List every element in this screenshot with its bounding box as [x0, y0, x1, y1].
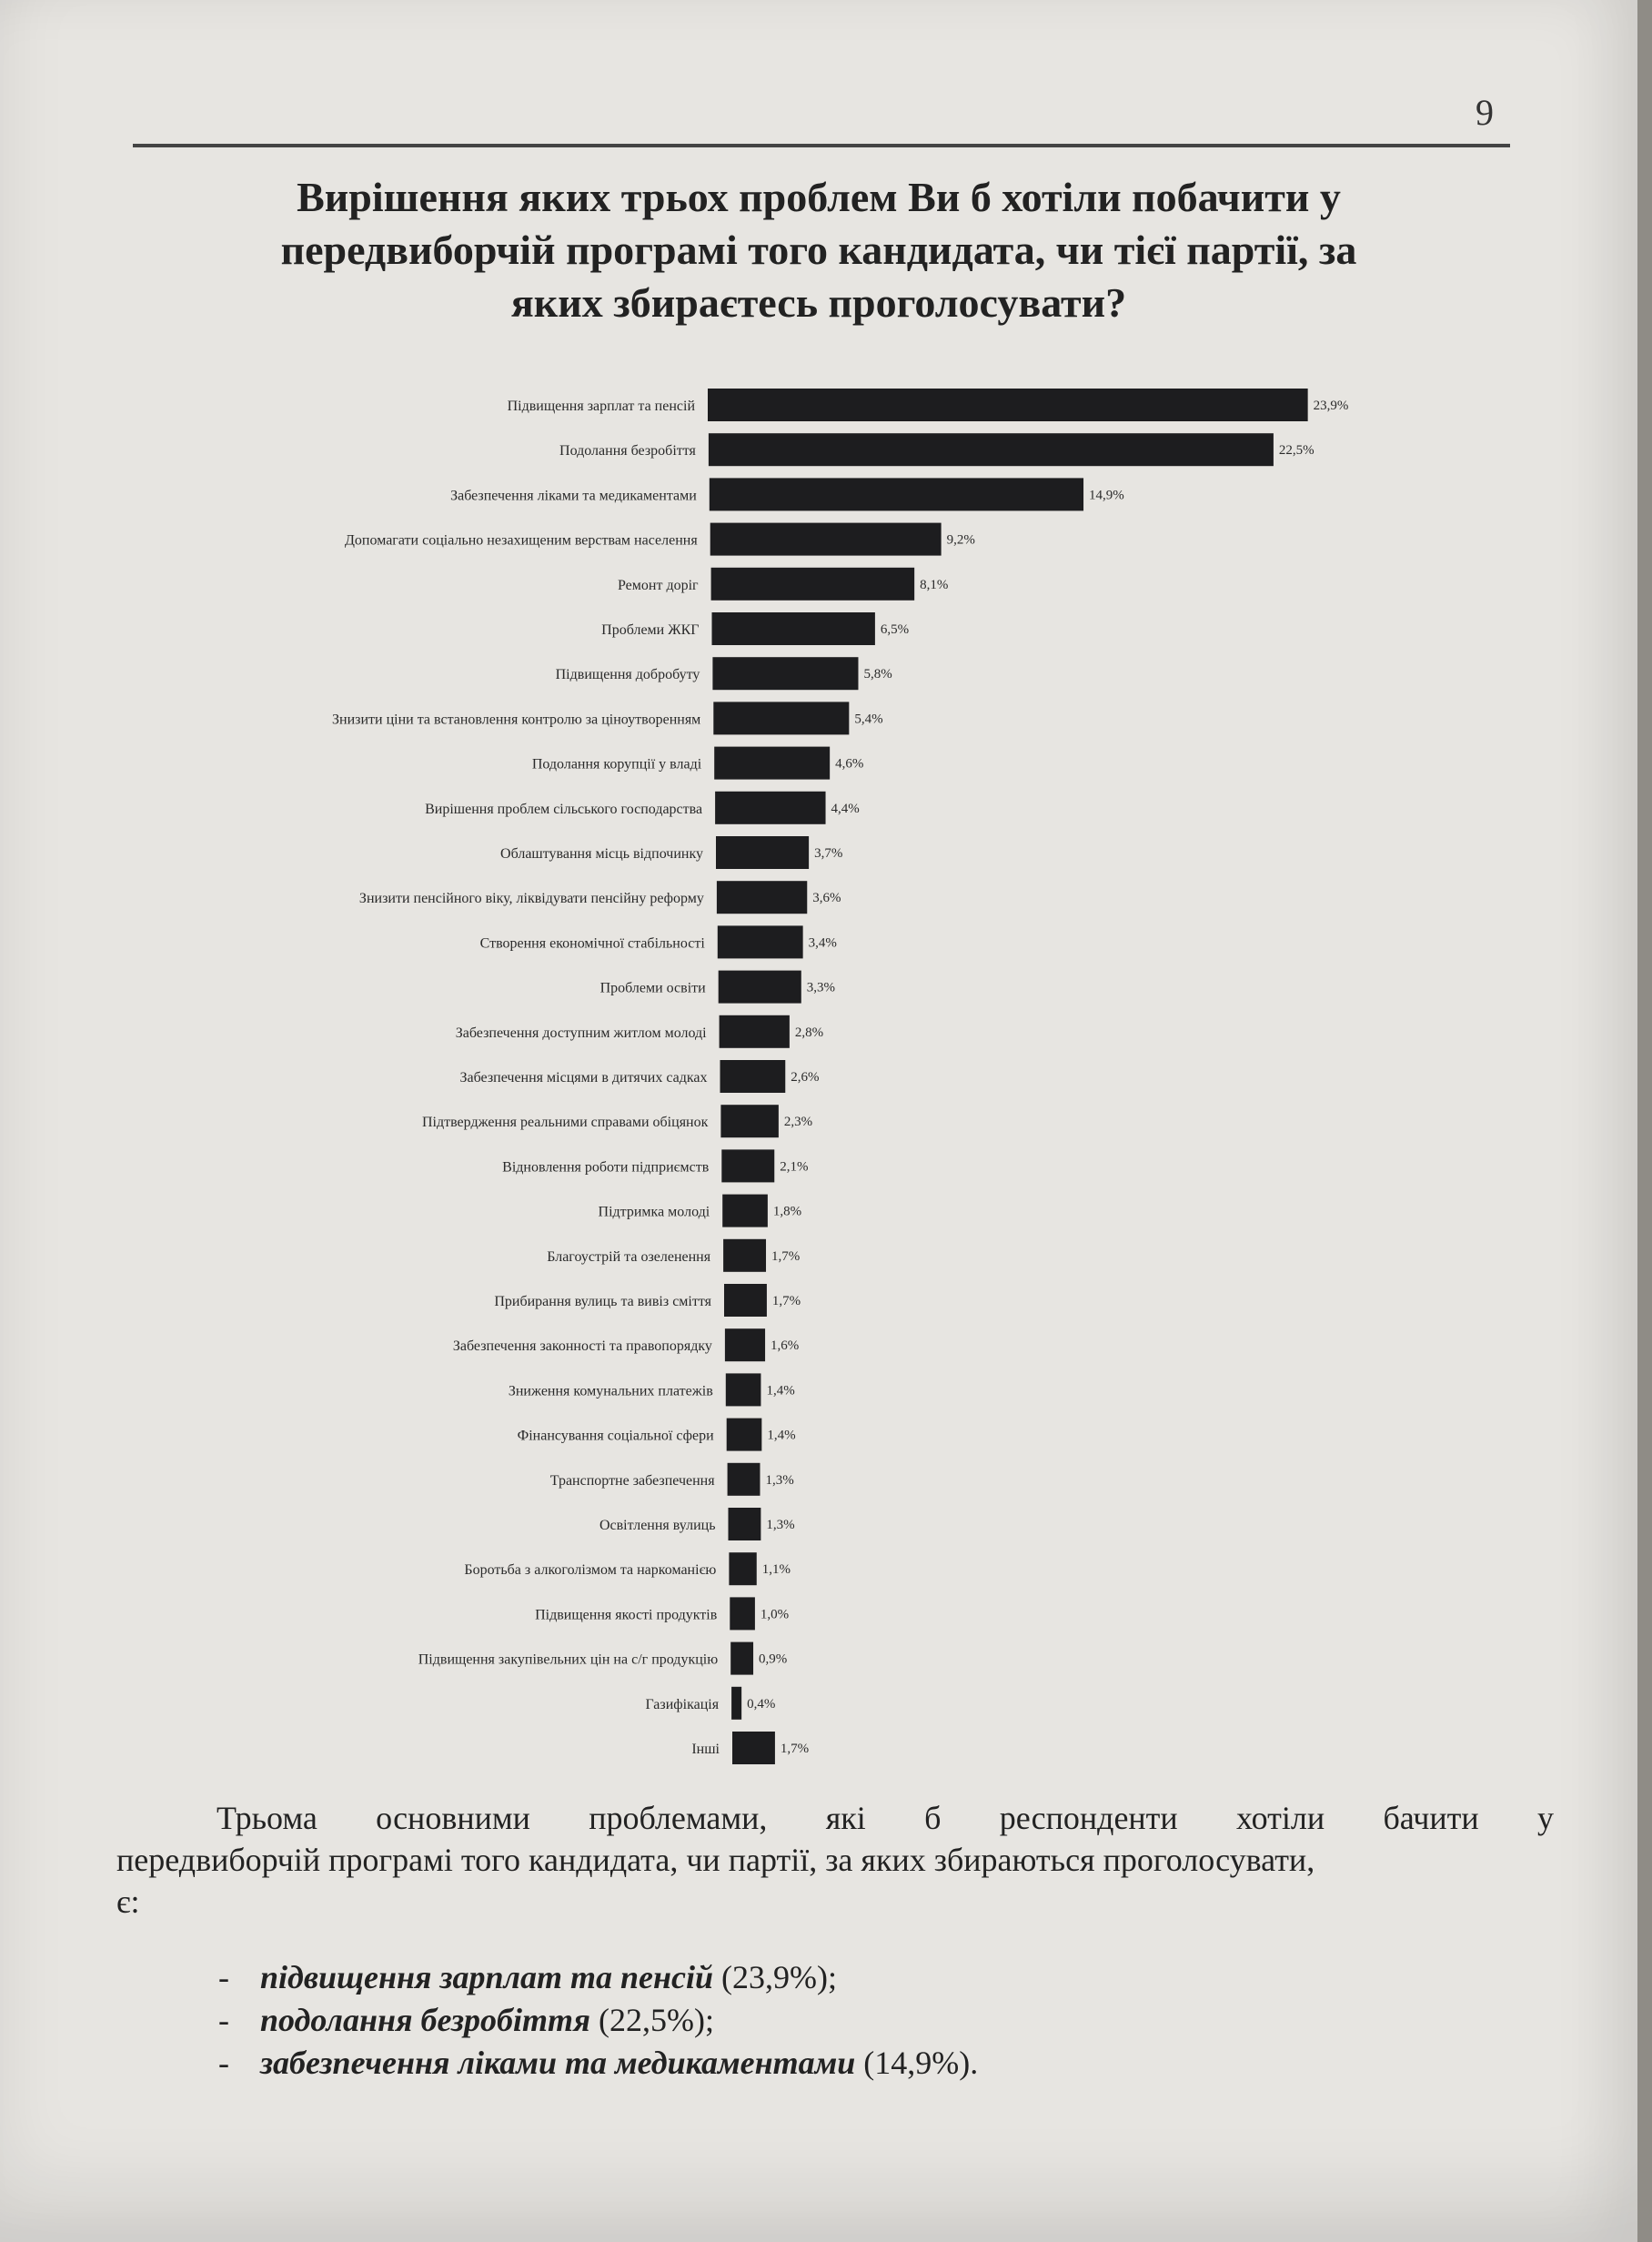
bar	[726, 1373, 761, 1406]
category-label: Забезпечення законності та правопорядку	[452, 1338, 712, 1355]
value-label: 3,6%	[812, 891, 841, 906]
bar	[711, 568, 915, 601]
bar	[710, 523, 942, 556]
value-label: 22,5%	[1278, 443, 1315, 459]
summary-paragraph	[116, 1797, 1554, 1923]
value-label: 2,3%	[783, 1115, 813, 1130]
value-label: 1,4%	[766, 1383, 795, 1399]
category-label: Ремонт доріг	[617, 577, 699, 593]
category-label: Благоустрій та озеленення	[547, 1248, 711, 1265]
category-label: Подолання корупції у владі	[531, 756, 702, 773]
value-label: 0,4%	[747, 1696, 776, 1712]
category-label: Відновлення роботи підприємств	[502, 1159, 710, 1176]
bar	[724, 1284, 767, 1317]
bar	[732, 1732, 775, 1764]
category-label: Газифікація	[645, 1696, 720, 1712]
category-label: Підтримка молоді	[598, 1204, 710, 1220]
category-label: Підвищення зарплат та пенсій	[507, 399, 695, 414]
bullet-term: забезпечення ліками та медикаментами	[260, 2045, 856, 2081]
category-label: Боротьба з алкоголізмом та наркоманією	[464, 1562, 717, 1579]
bar	[712, 612, 875, 645]
bar	[708, 389, 1308, 421]
bullet-item	[218, 2042, 978, 2085]
bullet-value: (14,9%).	[855, 2045, 979, 2081]
value-label: 2,6%	[791, 1070, 820, 1085]
category-label: Фінансування соціальної сфери	[517, 1428, 714, 1444]
category-label: Прибирання вулиць та вивіз сміття	[494, 1294, 711, 1309]
bar	[714, 747, 830, 780]
value-label: 1,4%	[767, 1428, 796, 1443]
bar	[729, 1552, 756, 1585]
bullet-term: підвищення зарплат та пенсій	[260, 1959, 714, 1995]
category-label: Підвищення добробуту	[555, 667, 700, 683]
bar	[727, 1419, 762, 1451]
summary-line-2: передвиборчій програмі того кандидата, чи партії, за яких збираються проголосувати,	[116, 1842, 1315, 1878]
category-label: Проблеми освіти	[599, 980, 706, 996]
value-label: 1,7%	[771, 1294, 801, 1308]
value-label: 2,1%	[780, 1159, 809, 1175]
bar	[716, 836, 809, 869]
value-label: 3,3%	[806, 980, 836, 995]
value-label: 0,9%	[759, 1651, 788, 1667]
bar	[723, 1239, 766, 1272]
bullet-dash: -	[218, 2002, 229, 2038]
category-label: Підтвердження реальними справами обіцянок	[421, 1115, 709, 1131]
value-label: 14,9%	[1089, 488, 1124, 503]
value-label: 1,8%	[772, 1204, 802, 1219]
bullet-value: (23,9%);	[713, 1959, 837, 1995]
bullet-item	[218, 1999, 978, 2042]
value-label: 23,9%	[1313, 399, 1349, 413]
bar	[713, 702, 849, 734]
bar	[720, 1105, 778, 1137]
value-label: 3,7%	[814, 846, 843, 861]
bar	[712, 657, 858, 690]
value-label: 1,1%	[761, 1562, 791, 1578]
value-label: 2,8%	[794, 1025, 824, 1040]
category-label: Допомагати соціально незахищеним верствам населення	[345, 532, 698, 549]
value-label: 9,2%	[946, 532, 975, 548]
value-label: 4,4%	[831, 801, 860, 816]
chart-title-line-2: передвиборчій програмі того кандидата, чи тієї партії, за	[280, 227, 1357, 273]
bullet-term: подолання безробіття	[260, 2002, 590, 2038]
value-label: 1,3%	[766, 1518, 795, 1532]
bar	[719, 971, 801, 1004]
chart-title-line-1: Вирішення яких трьох проблем Ви б хотіли побачити у	[297, 174, 1341, 220]
page-number: 9	[1476, 92, 1494, 133]
value-label: 8,1%	[920, 577, 949, 592]
bar	[715, 792, 825, 824]
value-label: 1,7%	[780, 1742, 810, 1756]
bullet-item	[218, 1956, 978, 1999]
bar	[731, 1687, 741, 1720]
category-label: Створення економічної стабільності	[479, 935, 705, 952]
category-label: Освітлення вулиць	[599, 1518, 716, 1533]
bar	[720, 1015, 790, 1048]
bar	[718, 925, 803, 958]
category-label: Вирішення проблем сільського господарства	[425, 801, 703, 817]
bar	[730, 1642, 753, 1675]
bullet-dash: -	[218, 1959, 229, 1995]
value-label: 5,8%	[863, 667, 892, 682]
category-label: Знизити пенсійного віку, ліквідувати пенсійну реформу	[358, 891, 704, 907]
bar	[710, 478, 1083, 510]
bar	[709, 433, 1274, 466]
value-label: 6,5%	[880, 622, 910, 637]
category-label: Подолання безробіття	[559, 443, 696, 460]
value-label: 1,7%	[771, 1248, 801, 1264]
value-label: 5,4%	[854, 712, 883, 727]
chart-title-line-3: яких збираєтесь проголосувати?	[510, 279, 1127, 326]
value-label: 1,3%	[765, 1472, 794, 1488]
bar	[725, 1328, 765, 1361]
bar	[729, 1508, 761, 1540]
category-label: Зниження комунальних платежів	[508, 1383, 713, 1399]
bullet-dash: -	[218, 2045, 229, 2081]
summary-line-3: є:	[116, 1883, 140, 1920]
category-label: Облаштування місць відпочинку	[500, 846, 703, 862]
value-label: 3,4%	[808, 935, 837, 951]
bullet-value: (22,5%);	[589, 2002, 714, 2038]
category-label: Транспортне забезпечення	[549, 1472, 715, 1489]
bar	[721, 1149, 774, 1182]
category-label: Забезпечення доступним житлом молоді	[455, 1025, 707, 1041]
bullet-list	[218, 1956, 978, 2085]
category-label: Забезпечення місцями в дитячих садках	[459, 1070, 708, 1086]
bar	[722, 1195, 768, 1227]
bar	[720, 1060, 786, 1093]
category-label: Підвищення якості продуктів	[535, 1607, 718, 1623]
category-label: Проблеми ЖКГ	[601, 622, 700, 638]
value-label: 4,6%	[835, 756, 864, 772]
category-label: Забезпечення ліками та медикаментами	[450, 488, 697, 504]
summary-line-1: Трьома основними проблемами, які б респонденти хотіли бачити у	[217, 1800, 1554, 1836]
bar	[730, 1597, 755, 1630]
bar	[728, 1463, 761, 1496]
category-label: Підвищення закупівельних цін на с/г продукцію	[418, 1651, 719, 1668]
bar	[717, 881, 807, 914]
category-label: Знизити ціни та встановлення контролю за ціноутворенням	[332, 712, 701, 728]
value-label: 1,6%	[771, 1338, 800, 1354]
value-label: 1,0%	[760, 1607, 790, 1622]
category-label: Інші	[691, 1742, 720, 1757]
